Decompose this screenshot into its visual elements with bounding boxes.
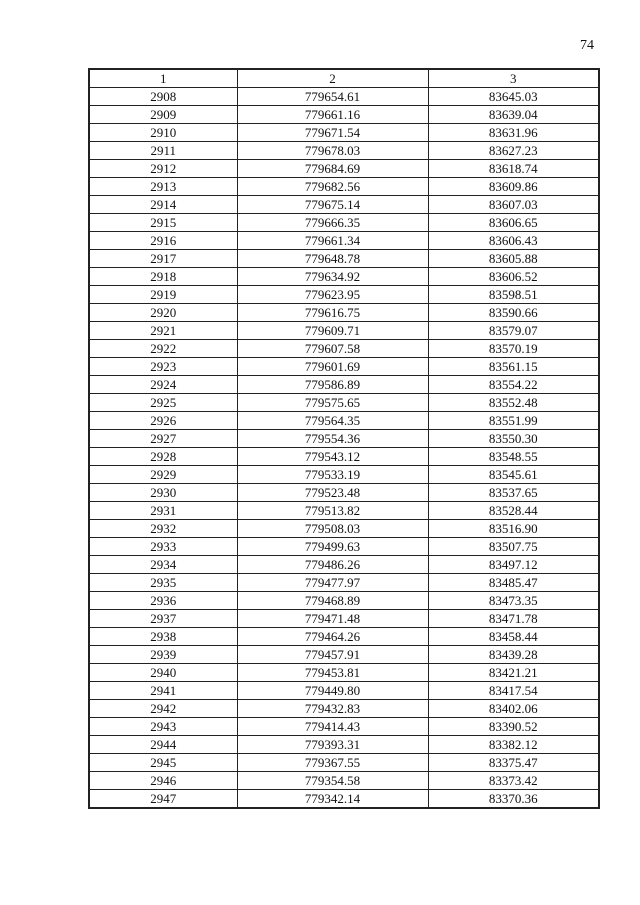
- x-coordinate-cell: 779623.95: [237, 286, 428, 304]
- x-coordinate-cell: 779607.58: [237, 340, 428, 358]
- x-coordinate-cell: 779634.92: [237, 268, 428, 286]
- table-row: [89, 664, 599, 682]
- x-coordinate-cell: 779477.97: [237, 574, 428, 592]
- y-coordinate-cell: 83473.35: [428, 592, 599, 610]
- x-coordinate-cell: 779342.14: [237, 790, 428, 809]
- x-coordinate-cell: 779661.16: [237, 106, 428, 124]
- y-coordinate-cell: 83390.52: [428, 718, 599, 736]
- point-number-cell: 2923: [89, 358, 237, 376]
- x-coordinate-cell: 779586.89: [237, 376, 428, 394]
- header-row: [89, 69, 599, 88]
- table-row: [89, 682, 599, 700]
- x-coordinate-cell: 779554.36: [237, 430, 428, 448]
- x-coordinate-cell: 779354.58: [237, 772, 428, 790]
- point-number-cell: 2916: [89, 232, 237, 250]
- point-number-cell: 2920: [89, 304, 237, 322]
- point-number-cell: 2915: [89, 214, 237, 232]
- table-row: [89, 700, 599, 718]
- x-coordinate-cell: 779575.65: [237, 394, 428, 412]
- table-row: [89, 790, 599, 809]
- y-coordinate-cell: 83598.51: [428, 286, 599, 304]
- x-coordinate-cell: 779678.03: [237, 142, 428, 160]
- x-coordinate-cell: 779414.43: [237, 718, 428, 736]
- point-number-cell: 2941: [89, 682, 237, 700]
- table-row: [89, 718, 599, 736]
- y-coordinate-cell: 83570.19: [428, 340, 599, 358]
- point-number-cell: 2928: [89, 448, 237, 466]
- x-coordinate-cell: 779499.63: [237, 538, 428, 556]
- table-row: [89, 358, 599, 376]
- table-row: [89, 394, 599, 412]
- point-number-cell: 2930: [89, 484, 237, 502]
- point-number-cell: 2927: [89, 430, 237, 448]
- table-row: [89, 232, 599, 250]
- point-number-cell: 2919: [89, 286, 237, 304]
- point-number-cell: 2910: [89, 124, 237, 142]
- y-coordinate-cell: 83382.12: [428, 736, 599, 754]
- y-coordinate-cell: 83375.47: [428, 754, 599, 772]
- table-row: [89, 556, 599, 574]
- table-row: [89, 592, 599, 610]
- point-number-cell: 2912: [89, 160, 237, 178]
- y-coordinate-cell: 83579.07: [428, 322, 599, 340]
- y-coordinate-cell: 83373.42: [428, 772, 599, 790]
- table-row: [89, 448, 599, 466]
- x-coordinate-cell: 779609.71: [237, 322, 428, 340]
- y-coordinate-cell: 83485.47: [428, 574, 599, 592]
- x-coordinate-cell: 779601.69: [237, 358, 428, 376]
- point-number-cell: 2921: [89, 322, 237, 340]
- y-coordinate-cell: 83639.04: [428, 106, 599, 124]
- table-row: [89, 286, 599, 304]
- y-coordinate-cell: 83458.44: [428, 628, 599, 646]
- y-coordinate-cell: 83606.43: [428, 232, 599, 250]
- table-row: [89, 520, 599, 538]
- y-coordinate-cell: 83548.55: [428, 448, 599, 466]
- x-coordinate-cell: 779453.81: [237, 664, 428, 682]
- table-row: [89, 736, 599, 754]
- table-row: [89, 412, 599, 430]
- table-row: [89, 124, 599, 142]
- table-row: [89, 142, 599, 160]
- table-row: [89, 106, 599, 124]
- table-row: [89, 772, 599, 790]
- y-coordinate-cell: 83507.75: [428, 538, 599, 556]
- table-row: [89, 214, 599, 232]
- column-header-3: 3: [428, 69, 599, 88]
- point-number-cell: 2937: [89, 610, 237, 628]
- point-number-cell: 2940: [89, 664, 237, 682]
- point-number-cell: 2932: [89, 520, 237, 538]
- x-coordinate-cell: 779468.89: [237, 592, 428, 610]
- table-body: [89, 88, 599, 809]
- point-number-cell: 2929: [89, 466, 237, 484]
- table-row: [89, 754, 599, 772]
- table-row: [89, 502, 599, 520]
- table-row: [89, 646, 599, 664]
- y-coordinate-cell: 83607.03: [428, 196, 599, 214]
- column-header-1: 1: [89, 69, 237, 88]
- point-number-cell: 2933: [89, 538, 237, 556]
- y-coordinate-cell: 83590.66: [428, 304, 599, 322]
- table-row: [89, 250, 599, 268]
- column-header-2: 2: [237, 69, 428, 88]
- x-coordinate-cell: 779508.03: [237, 520, 428, 538]
- y-coordinate-cell: 83561.15: [428, 358, 599, 376]
- point-number-cell: 2947: [89, 790, 237, 809]
- table-row: [89, 628, 599, 646]
- x-coordinate-cell: 779648.78: [237, 250, 428, 268]
- point-number-cell: 2934: [89, 556, 237, 574]
- point-number-cell: 2943: [89, 718, 237, 736]
- point-number-cell: 2935: [89, 574, 237, 592]
- x-coordinate-cell: 779449.80: [237, 682, 428, 700]
- table-row: [89, 466, 599, 484]
- y-coordinate-cell: 83402.06: [428, 700, 599, 718]
- point-number-cell: 2936: [89, 592, 237, 610]
- x-coordinate-cell: 779533.19: [237, 466, 428, 484]
- point-number-cell: 2944: [89, 736, 237, 754]
- y-coordinate-cell: 83471.78: [428, 610, 599, 628]
- table-row: [89, 268, 599, 286]
- point-number-cell: 2939: [89, 646, 237, 664]
- y-coordinate-cell: 83417.54: [428, 682, 599, 700]
- y-coordinate-cell: 83497.12: [428, 556, 599, 574]
- point-number-cell: 2946: [89, 772, 237, 790]
- x-coordinate-cell: 779457.91: [237, 646, 428, 664]
- x-coordinate-cell: 779486.26: [237, 556, 428, 574]
- x-coordinate-cell: 779513.82: [237, 502, 428, 520]
- y-coordinate-cell: 83554.22: [428, 376, 599, 394]
- y-coordinate-cell: 83370.36: [428, 790, 599, 809]
- y-coordinate-cell: 83439.28: [428, 646, 599, 664]
- x-coordinate-cell: 779654.61: [237, 88, 428, 106]
- y-coordinate-cell: 83631.96: [428, 124, 599, 142]
- point-number-cell: 2913: [89, 178, 237, 196]
- point-number-cell: 2925: [89, 394, 237, 412]
- x-coordinate-cell: 779432.83: [237, 700, 428, 718]
- table-row: [89, 322, 599, 340]
- page-number: 74: [580, 38, 594, 53]
- x-coordinate-cell: 779393.31: [237, 736, 428, 754]
- point-number-cell: 2938: [89, 628, 237, 646]
- table-row: [89, 484, 599, 502]
- point-number-cell: 2911: [89, 142, 237, 160]
- y-coordinate-cell: 83618.74: [428, 160, 599, 178]
- y-coordinate-cell: 83606.65: [428, 214, 599, 232]
- x-coordinate-cell: 779684.69: [237, 160, 428, 178]
- x-coordinate-cell: 779661.34: [237, 232, 428, 250]
- y-coordinate-cell: 83516.90: [428, 520, 599, 538]
- point-number-cell: 2931: [89, 502, 237, 520]
- y-coordinate-cell: 83645.03: [428, 88, 599, 106]
- x-coordinate-cell: 779471.48: [237, 610, 428, 628]
- x-coordinate-cell: 779464.26: [237, 628, 428, 646]
- table-row: [89, 340, 599, 358]
- y-coordinate-cell: 83537.65: [428, 484, 599, 502]
- y-coordinate-cell: 83550.30: [428, 430, 599, 448]
- y-coordinate-cell: 83627.23: [428, 142, 599, 160]
- x-coordinate-cell: 779367.55: [237, 754, 428, 772]
- point-number-cell: 2908: [89, 88, 237, 106]
- y-coordinate-cell: 83545.61: [428, 466, 599, 484]
- y-coordinate-cell: 83528.44: [428, 502, 599, 520]
- x-coordinate-cell: 779682.56: [237, 178, 428, 196]
- point-number-cell: 2909: [89, 106, 237, 124]
- x-coordinate-cell: 779671.54: [237, 124, 428, 142]
- x-coordinate-cell: 779543.12: [237, 448, 428, 466]
- table-row: [89, 574, 599, 592]
- point-number-cell: 2945: [89, 754, 237, 772]
- table-row: [89, 88, 599, 106]
- point-number-cell: 2922: [89, 340, 237, 358]
- table-header: [89, 69, 599, 88]
- table-row: [89, 376, 599, 394]
- x-coordinate-cell: 779675.14: [237, 196, 428, 214]
- table-row: [89, 538, 599, 556]
- x-coordinate-cell: 779523.48: [237, 484, 428, 502]
- table-row: [89, 160, 599, 178]
- table-row: [89, 196, 599, 214]
- point-number-cell: 2942: [89, 700, 237, 718]
- table-row: [89, 304, 599, 322]
- table-row: [89, 178, 599, 196]
- coordinates-table: [88, 68, 600, 809]
- point-number-cell: 2924: [89, 376, 237, 394]
- point-number-cell: 2917: [89, 250, 237, 268]
- y-coordinate-cell: 83551.99: [428, 412, 599, 430]
- table-row: [89, 430, 599, 448]
- point-number-cell: 2926: [89, 412, 237, 430]
- x-coordinate-cell: 779564.35: [237, 412, 428, 430]
- y-coordinate-cell: 83552.48: [428, 394, 599, 412]
- y-coordinate-cell: 83609.86: [428, 178, 599, 196]
- x-coordinate-cell: 779616.75: [237, 304, 428, 322]
- y-coordinate-cell: 83605.88: [428, 250, 599, 268]
- y-coordinate-cell: 83421.21: [428, 664, 599, 682]
- point-number-cell: 2914: [89, 196, 237, 214]
- y-coordinate-cell: 83606.52: [428, 268, 599, 286]
- x-coordinate-cell: 779666.35: [237, 214, 428, 232]
- point-number-cell: 2918: [89, 268, 237, 286]
- table-row: [89, 610, 599, 628]
